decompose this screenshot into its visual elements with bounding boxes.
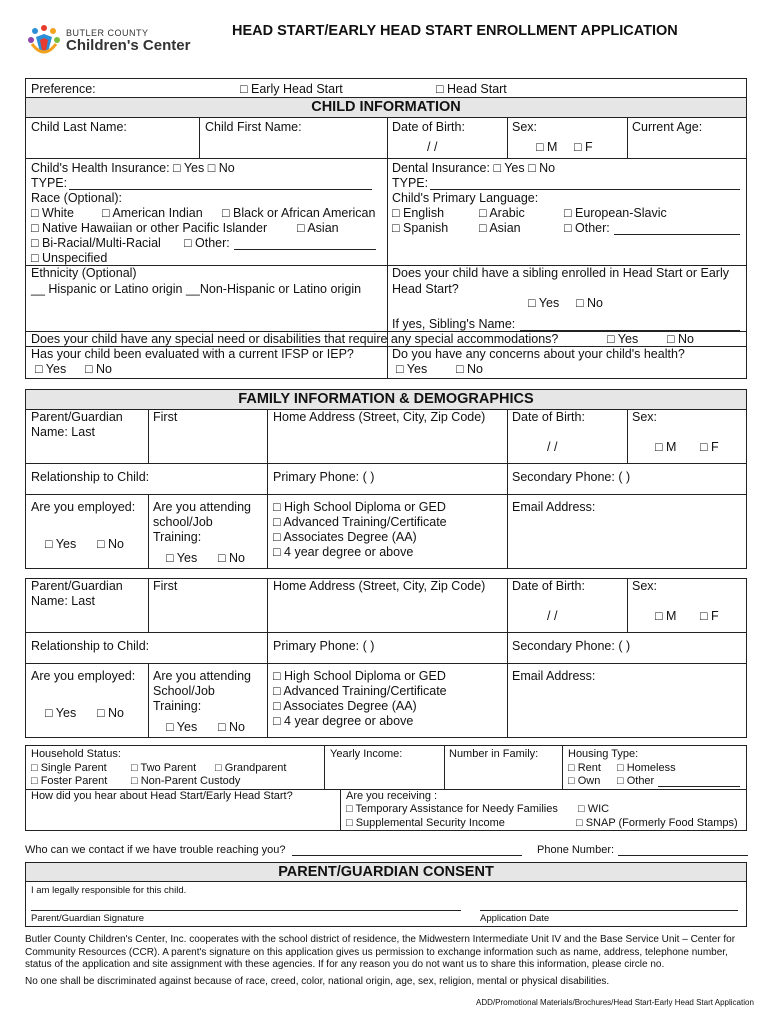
preference-label: Preference: <box>31 82 96 96</box>
g1-sex-f[interactable]: □ F <box>700 440 719 454</box>
g1-edu-associates[interactable]: □ Associates Degree (AA) <box>273 530 417 544</box>
race-american-indian[interactable]: □ American Indian <box>102 206 203 220</box>
race-other[interactable]: □ Other: <box>184 236 230 250</box>
housing-rent[interactable]: □ Rent <box>568 762 601 774</box>
contact-phone-field[interactable] <box>618 855 748 856</box>
logo <box>24 20 191 62</box>
g1-email-label: Email Address: <box>512 500 596 514</box>
g2-edu-advanced[interactable]: □ Advanced Training/Certificate <box>273 684 447 698</box>
g2-sex-f[interactable]: □ F <box>700 609 719 623</box>
g2-name-label-1: Parent/Guardian <box>31 579 123 593</box>
g2-edu-associates[interactable]: □ Associates Degree (AA) <box>273 699 417 713</box>
g2-attending-no[interactable]: □ No <box>218 720 246 734</box>
lang-spanish[interactable]: □ Spanish <box>392 221 449 235</box>
ifsp-yes[interactable]: □ Yes <box>35 362 67 376</box>
sibling-question-line2: Head Start? <box>392 282 459 296</box>
sibling-name-label: If yes, Sibling's Name: <box>392 317 516 331</box>
footer-nondiscrimination-text: No one shall be discriminated against because of race, creed, color, national origin, age, sex, religion, mental or physical disabilities. <box>25 976 610 987</box>
household-non-parent-custody[interactable]: □ Non-Parent Custody <box>131 775 241 787</box>
child-sex-m[interactable]: □ M <box>536 140 558 154</box>
g2-attending-label-1: Are you attending <box>153 669 251 683</box>
housing-homeless[interactable]: □ Homeless <box>617 762 676 774</box>
g2-dob-label: Date of Birth: <box>512 579 585 593</box>
receiving-tanf[interactable]: □ Temporary Assistance for Needy Families <box>346 803 558 815</box>
preference-early-head-start[interactable]: □ Early Head Start <box>240 82 343 96</box>
housing-other[interactable]: □ Other <box>617 775 655 787</box>
yearly-income-label: Yearly Income: <box>330 748 403 760</box>
lang-other[interactable]: □ Other: <box>564 221 610 235</box>
special-need-no[interactable]: □ No <box>667 332 695 346</box>
g1-sex-label: Sex: <box>632 410 658 424</box>
ifsp-question: Has your child been evaluated with a current IFSP or IEP? <box>31 347 354 361</box>
g1-edu-hs[interactable]: □ High School Diploma or GED <box>273 500 446 514</box>
sibling-yes[interactable]: □ Yes <box>528 296 560 310</box>
household-single-parent[interactable]: □ Single Parent <box>31 762 107 774</box>
lang-european-slavic[interactable]: □ European-Slavic <box>564 206 667 220</box>
child-sex-f[interactable]: □ F <box>574 140 593 154</box>
g2-name-label-2: Name: Last <box>31 594 95 608</box>
g1-dob-label: Date of Birth: <box>512 410 585 424</box>
contact-who-label: Who can we contact if we have trouble reaching you? <box>25 844 286 856</box>
g2-employed-no[interactable]: □ No <box>97 706 125 720</box>
consent-responsible-text: I am legally responsible for this child. <box>31 885 187 896</box>
g1-edu-4year[interactable]: □ 4 year degree or above <box>273 545 414 559</box>
child-dob-label: Date of Birth: <box>392 120 465 134</box>
g1-dob-slashes[interactable]: / / <box>547 440 558 454</box>
race-white[interactable]: □ White <box>31 206 74 220</box>
signature-label: Parent/Guardian Signature <box>31 913 145 924</box>
how-did-you-hear-label: How did you hear about Head Start/Early Head Start? <box>31 790 293 802</box>
receiving-ssi[interactable]: □ Supplemental Security Income <box>346 817 505 829</box>
race-label: Race (Optional): <box>31 191 123 205</box>
g1-attending-label-1: Are you attending <box>153 500 251 514</box>
g1-primary-phone-label: Primary Phone: ( ) <box>273 470 375 484</box>
health-insurance-label[interactable]: Child's Health Insurance: □ Yes □ No <box>31 161 235 175</box>
health-concerns-no[interactable]: □ No <box>456 362 484 376</box>
dental-type-label: TYPE: <box>392 176 429 190</box>
g2-address-label: Home Address (Street, City, Zip Code) <box>273 579 486 593</box>
g2-edu-hs[interactable]: □ High School Diploma or GED <box>273 669 446 683</box>
lang-english[interactable]: □ English <box>392 206 445 220</box>
race-unspecified[interactable]: □ Unspecified <box>31 251 108 265</box>
g1-relationship-label: Relationship to Child: <box>31 470 150 484</box>
g1-employed-no[interactable]: □ No <box>97 537 125 551</box>
ethnicity-label: Ethnicity (Optional) <box>31 266 137 280</box>
receiving-label: Are you receiving : <box>346 790 438 802</box>
child-last-name-label: Child Last Name: <box>31 120 127 134</box>
g1-name-label-2: Name: Last <box>31 425 95 439</box>
race-bi-racial[interactable]: □ Bi-Racial/Multi-Racial <box>31 236 161 250</box>
page-title: HEAD START/EARLY HEAD START ENROLLMENT APPLICATION <box>232 23 678 39</box>
application-date-label: Application Date <box>480 913 550 924</box>
receiving-snap[interactable]: □ SNAP (Formerly Food Stamps) <box>576 817 738 829</box>
g1-attending-label-3: Training: <box>153 530 202 544</box>
g1-attending-label-2: school/Job <box>153 515 213 529</box>
ifsp-no[interactable]: □ No <box>85 362 113 376</box>
logo-name-text: Children's Center <box>66 37 191 54</box>
race-black[interactable]: □ Black or African American <box>222 206 376 220</box>
housing-type-label: Housing Type: <box>568 748 639 760</box>
g2-attending-label-2: School/Job <box>153 684 215 698</box>
lang-asian[interactable]: □ Asian <box>479 221 521 235</box>
footer-file-path: ADD/Promotional Materials/Brochures/Head Start-Early Head Start Application <box>476 998 754 1007</box>
child-current-age-label: Current Age: <box>632 120 703 134</box>
health-concerns-question: Do you have any concerns about your child's health? <box>392 347 685 361</box>
logo-top-text: BUTLER COUNTY <box>66 28 149 38</box>
g2-attending-yes[interactable]: □ Yes <box>166 720 198 734</box>
special-need-yes[interactable]: □ Yes <box>607 332 639 346</box>
household-grandparent[interactable]: □ Grandparent <box>215 762 287 774</box>
household-status-label: Household Status: <box>31 748 121 760</box>
g2-sex-m[interactable]: □ M <box>655 609 677 623</box>
g2-primary-phone-label: Primary Phone: ( ) <box>273 639 375 653</box>
g2-employed-label: Are you employed: <box>31 669 136 683</box>
health-type-label: TYPE: <box>31 176 68 190</box>
g2-employed-yes[interactable]: □ Yes <box>45 706 77 720</box>
primary-language-label: Child's Primary Language: <box>392 191 539 205</box>
g1-first-label: First <box>153 410 178 424</box>
ethnicity-options[interactable]: __ Hispanic or Latino origin __Non-Hispanic or Latino origin <box>31 282 362 296</box>
housing-own[interactable]: □ Own <box>568 775 601 787</box>
dental-insurance-label[interactable]: Dental Insurance: □ Yes □ No <box>392 161 556 175</box>
health-concerns-yes[interactable]: □ Yes <box>396 362 428 376</box>
g1-edu-advanced[interactable]: □ Advanced Training/Certificate <box>273 515 447 529</box>
child-sex-label: Sex: <box>512 120 538 134</box>
race-asian[interactable]: □ Asian <box>297 221 339 235</box>
lang-arabic[interactable]: □ Arabic <box>479 206 525 220</box>
sibling-question-line1: Does your child have a sibling enrolled in Head Start or Early <box>392 266 729 280</box>
g2-dob-slashes[interactable]: / / <box>547 609 558 623</box>
household-foster-parent[interactable]: □ Foster Parent <box>31 775 108 787</box>
family-information-heading: FAMILY INFORMATION & DEMOGRAPHICS <box>25 389 747 410</box>
preference-head-start[interactable]: □ Head Start <box>436 82 507 96</box>
g2-attending-label-3: Training: <box>153 699 202 713</box>
g2-first-label: First <box>153 579 178 593</box>
consent-heading: PARENT/GUARDIAN CONSENT <box>25 862 747 882</box>
child-information-heading: CHILD INFORMATION <box>25 97 747 118</box>
g1-sex-m[interactable]: □ M <box>655 440 677 454</box>
receiving-wic[interactable]: □ WIC <box>578 803 610 815</box>
race-native-hawaiian[interactable]: □ Native Hawaiian or other Pacific Islander <box>31 221 268 235</box>
child-dob-slashes[interactable]: / / <box>427 140 438 154</box>
g2-sex-label: Sex: <box>632 579 658 593</box>
footer-disclosure-text: Butler County Children's Center, Inc. cooperates with the school district of residence, the Midwestern Intermediate Unit IV and the Base Service Unit – Center for Community Resources (CCR). A parent's signature on this application gives us permission to exchange information such as name, address, telephone number, status of the application and site assignment with these agencies. If for any reason you do not want us to share this information, please circle no. <box>25 934 736 970</box>
contact-phone-label: Phone Number: <box>537 844 615 856</box>
child-first-name-label: Child First Name: <box>205 120 302 134</box>
g1-name-label-1: Parent/Guardian <box>31 410 123 424</box>
number-in-family-label: Number in Family: <box>449 748 539 760</box>
g1-secondary-phone-label: Secondary Phone: ( ) <box>512 470 631 484</box>
g1-attending-no[interactable]: □ No <box>218 551 246 565</box>
contact-who-field[interactable] <box>292 855 522 856</box>
household-two-parent[interactable]: □ Two Parent <box>131 762 197 774</box>
g2-email-label: Email Address: <box>512 669 596 683</box>
logo-icon <box>24 20 64 60</box>
special-need-question: Does your child have any special need or disabilities that require any special accommodations? <box>31 332 559 346</box>
g2-edu-4year[interactable]: □ 4 year degree or above <box>273 714 414 728</box>
g1-employed-label: Are you employed: <box>31 500 136 514</box>
g1-attending-yes[interactable]: □ Yes <box>166 551 198 565</box>
g2-secondary-phone-label: Secondary Phone: ( ) <box>512 639 631 653</box>
g1-address-label: Home Address (Street, City, Zip Code) <box>273 410 486 424</box>
g1-employed-yes[interactable]: □ Yes <box>45 537 77 551</box>
sibling-no[interactable]: □ No <box>576 296 604 310</box>
g2-relationship-label: Relationship to Child: <box>31 639 150 653</box>
